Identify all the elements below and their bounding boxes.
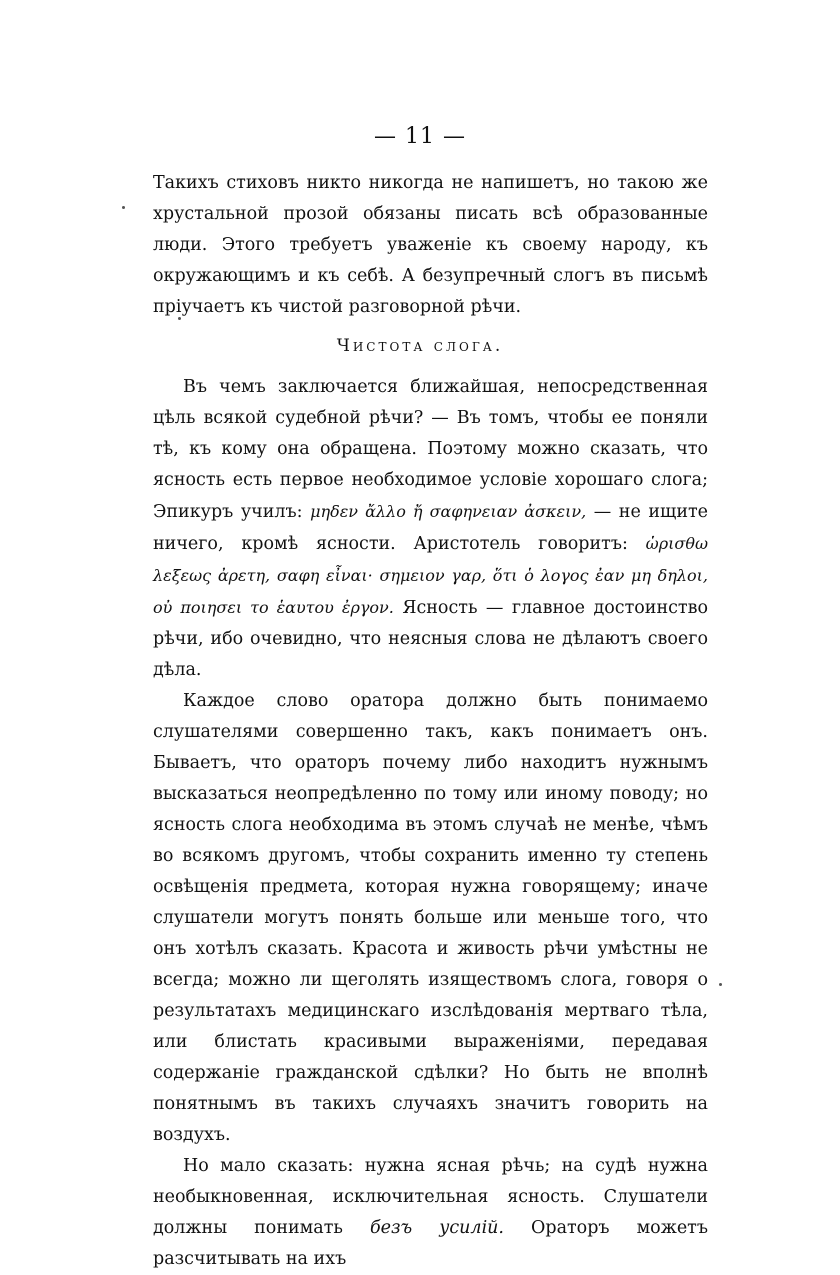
section-title: Чистота слога. bbox=[336, 336, 504, 356]
greek-quote-epicurus: μηδεν ἄλλο ἤ σαφηνειαν ἀσκειν, bbox=[310, 502, 587, 521]
top-paragraph: Такихъ стиховъ никто никогда не напишетъ, но такою же хрустальной прозой обязаны писать всѣ образованные люди. Этого требуетъ уваженіе къ своему народу, къ окружающимъ и къ себѣ. А безупречный слогъ въ письмѣ пріучаетъ къ чистой разговорной рѣчи. bbox=[153, 173, 708, 317]
paragraph-orator: Каждое слово оратора должно быть понимаемо слушателями совершенно такъ, какъ понимаетъ онъ. Бываетъ, что ораторъ почему либо находитъ нужнымъ высказаться неопредѣленно по тому или иному поводу; но ясность слога необходима въ этомъ случаѣ не менѣе, чѣмъ во всякомъ другомъ, чтобы сохранить именно ту степень освѣщенія предмета, которая нужна говорящему; иначе слушатели могутъ понять больше или меньше того, что онъ хотѣлъ сказать. Красота и живость рѣчи умѣстны не всегда; можно ли щеголять изяществомъ слога, говоря о результатахъ медицинскаго изслѣдованія мертваго тѣла, или блистать красивыми выраженіями, передавая содержаніе гражданской сдѣлки? Но быть не вполнѣ понятнымъ въ такихъ случаяхъ значитъ говорить на воздухъ. bbox=[153, 691, 708, 1145]
paragraph-court-italic: безъ усилій. bbox=[369, 1218, 504, 1238]
scan-speck bbox=[178, 317, 181, 320]
scan-speck bbox=[122, 206, 125, 209]
section-body bbox=[153, 372, 708, 1275]
paragraph-clarity-text-c: Ясность — главное достоинство рѣчи, ибо очевидно, что неясныя слова не дѣлаютъ своего дѣла. bbox=[153, 598, 708, 680]
scan-speck bbox=[719, 983, 722, 986]
paragraph-clarity-text-b: — не ищите ничего, кромѣ ясности. Аристотель говоритъ: bbox=[153, 502, 709, 554]
greek-quote-aristotle: ὡρισθω λεξεως ἀρετη, σαφη εἶναι· σημειον γαρ, ὅτι ὁ λογος ἐαν μη δηλοι, οὐ ποιησει το ἑαυτου ἐργον. bbox=[153, 534, 708, 617]
paragraph-clarity-text-a: Въ чемъ заключается ближайшая, непосредственная цѣль всякой судебной рѣчи? — Въ томъ, чтобы ее поняли тѣ, къ кому она обращена. Поэтому можно сказать, что ясность есть первое необходимое условіе хорошаго слога; Эпикуръ училъ: bbox=[153, 377, 708, 522]
paragraph-court-text-a: Но мало сказать: нужна ясная рѣчь; на судѣ нужна необыкновенная, исключительная ясность. Слушатели должны понимать bbox=[153, 1156, 708, 1238]
top-paragraph-block bbox=[153, 168, 708, 323]
page-number: — 11 — bbox=[374, 124, 466, 149]
paragraph-clarity bbox=[153, 372, 708, 686]
paragraph-court-text-b: Ораторъ можетъ разсчитывать на ихъ bbox=[153, 1218, 708, 1269]
paragraph-court bbox=[153, 1151, 708, 1275]
